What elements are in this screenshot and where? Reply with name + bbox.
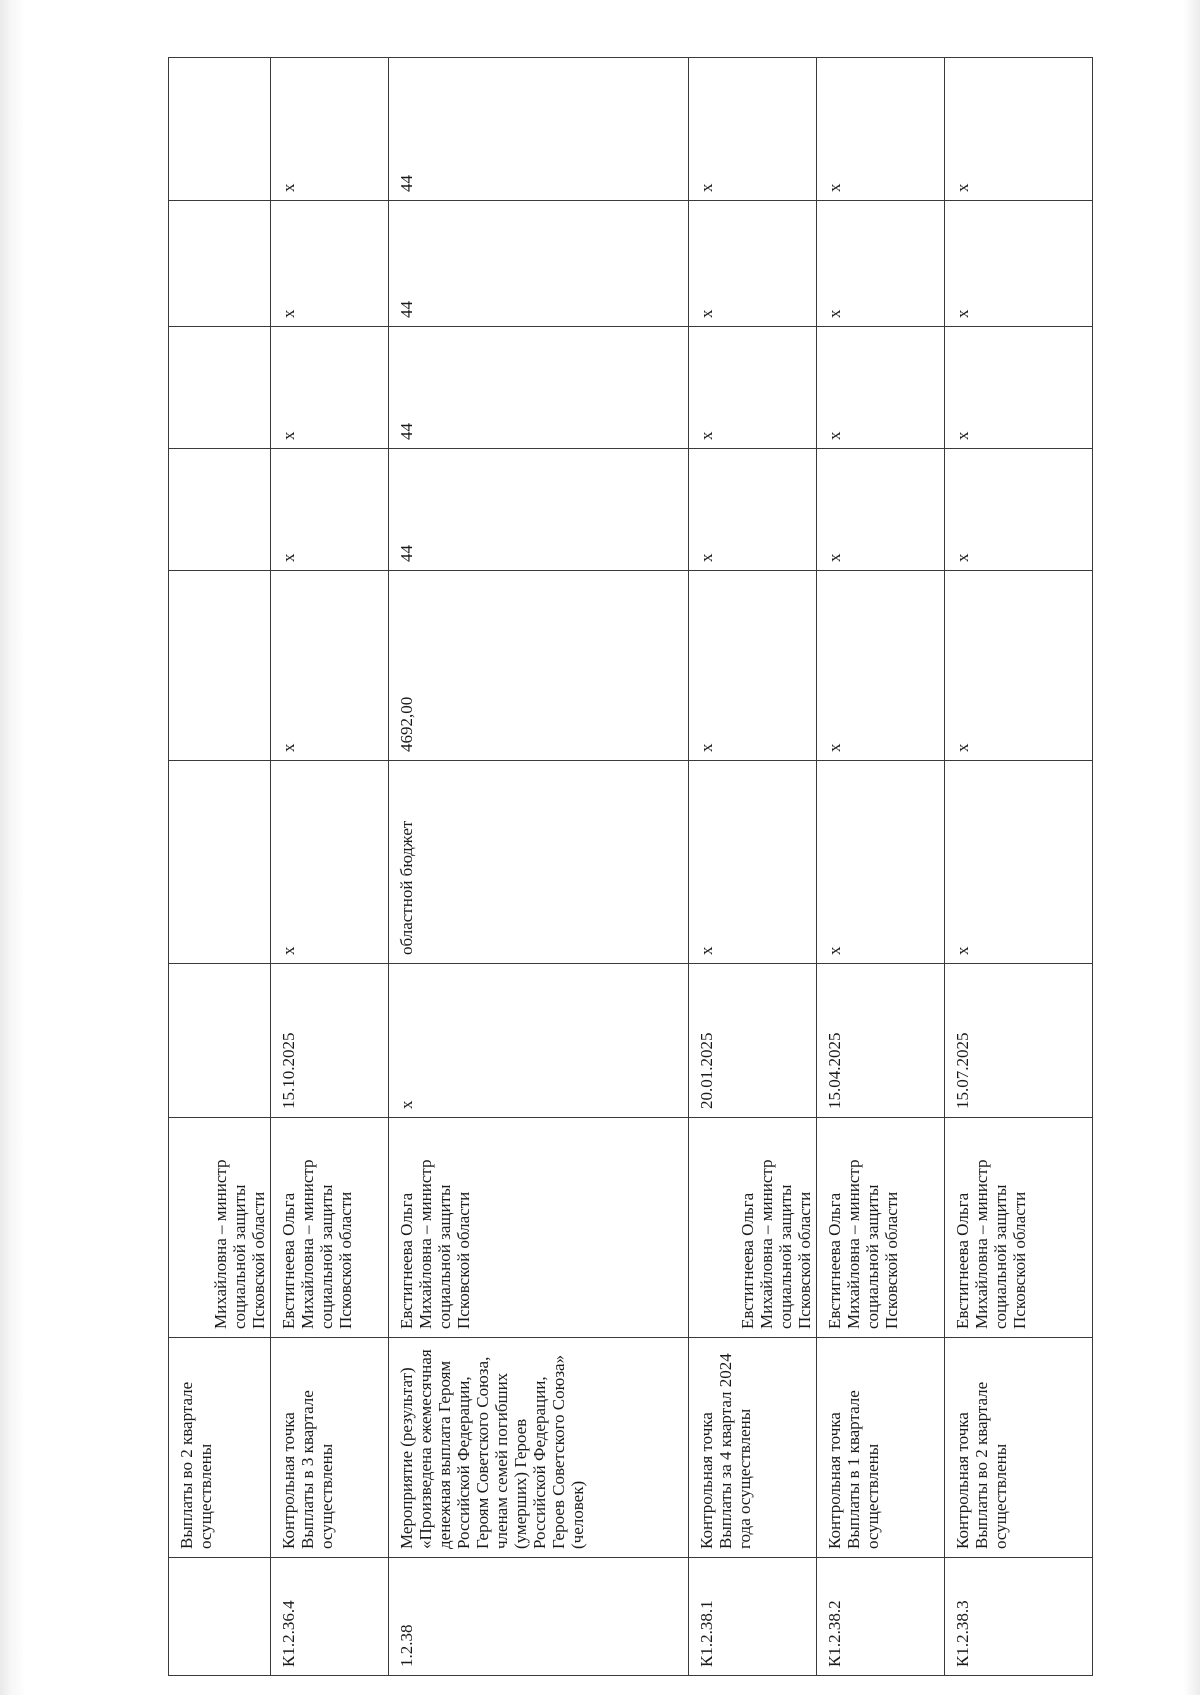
scan-edge-right — [1184, 0, 1200, 1695]
row-responsible: Евстигнеева Ольга Михайловна – министр социальной защиты Псковской области — [945, 1118, 1093, 1338]
row-value-3 — [169, 201, 271, 327]
row-value-2: x — [817, 327, 945, 449]
row-code: К1.2.36.4 — [271, 1558, 389, 1676]
row-value-1: x — [817, 449, 945, 571]
row-name: Контрольная точка Выплаты в 3 квартале осуществлены — [271, 1338, 389, 1558]
row-value-1 — [169, 449, 271, 571]
row-name: Контрольная точка Выплаты во 2 квартале осуществлены — [945, 1338, 1093, 1558]
row-amount: x — [271, 571, 389, 761]
row-source: x — [817, 761, 945, 964]
row-name: Контрольная точка Выплаты в 1 квартале осуществлены — [817, 1338, 945, 1558]
row-code — [169, 1558, 271, 1676]
row-name: Мероприятие (результат) «Произведена ежемесячная денежная выплата Героям Российской Федерации, Героям Советского Союза, членам семей погибших (умерших) Героев Российской Федерации, Героев Советского Союза» (человек) — [389, 1338, 689, 1558]
row-amount: x — [817, 571, 945, 761]
row-value-1: x — [271, 449, 389, 571]
row-value-2: x — [945, 327, 1093, 449]
row-responsible: Евстигнеева Ольга Михайловна – министр социальной защиты Псковской области — [389, 1118, 689, 1338]
row-code: К1.2.38.1 — [689, 1558, 817, 1676]
row-source: x — [271, 761, 389, 964]
table-row — [945, 58, 1093, 1676]
plan-table — [168, 57, 1093, 1676]
row-value-3: x — [689, 201, 817, 327]
row-source: областной бюджет — [389, 761, 689, 964]
row-value-4: x — [817, 58, 945, 201]
row-value-2 — [169, 327, 271, 449]
row-responsible: Евстигнеева Ольга Михайловна – министр социальной защиты Псковской области — [817, 1118, 945, 1338]
row-amount: 4692,00 — [389, 571, 689, 761]
row-code: К1.2.38.3 — [945, 1558, 1093, 1676]
row-value-1: x — [945, 449, 1093, 571]
row-name: Выплаты во 2 квартале осуществлены — [169, 1338, 271, 1558]
row-responsible: Евстигнеева Ольга Михайловна – министр социальной защиты Псковской области — [689, 1118, 817, 1338]
row-value-3: x — [945, 201, 1093, 327]
row-value-3: x — [271, 201, 389, 327]
row-name: Контрольная точка Выплаты за 4 квартал 2024 года осуществлены — [689, 1338, 817, 1558]
row-value-4: x — [689, 58, 817, 201]
row-date: 15.04.2025 — [817, 964, 945, 1118]
row-source — [169, 761, 271, 964]
row-date — [169, 964, 271, 1118]
row-code: К1.2.38.2 — [817, 1558, 945, 1676]
table-row — [817, 58, 945, 1676]
row-code: 1.2.38 — [389, 1558, 689, 1676]
table-row — [389, 58, 689, 1676]
row-value-2: 44 — [389, 327, 689, 449]
row-value-1: x — [689, 449, 817, 571]
table-row — [689, 58, 817, 1676]
table-row — [271, 58, 389, 1676]
scan-edge-left — [0, 0, 26, 1695]
row-value-2: x — [689, 327, 817, 449]
row-responsible: Евстигнеева Ольга Михайловна – министр социальной защиты Псковской области — [271, 1118, 389, 1338]
row-value-3: x — [817, 201, 945, 327]
row-amount — [169, 571, 271, 761]
row-source: x — [945, 761, 1093, 964]
row-amount: x — [689, 571, 817, 761]
row-value-4: x — [945, 58, 1093, 201]
row-source: x — [689, 761, 817, 964]
row-responsible: Михайловна – министр социальной защиты Псковской области — [169, 1118, 271, 1338]
row-value-2: x — [271, 327, 389, 449]
row-amount: x — [945, 571, 1093, 761]
row-value-3: 44 — [389, 201, 689, 327]
row-value-4: 44 — [389, 58, 689, 201]
row-value-1: 44 — [389, 449, 689, 571]
row-date: 15.07.2025 — [945, 964, 1093, 1118]
row-date: 15.10.2025 — [271, 964, 389, 1118]
table-row — [169, 58, 271, 1676]
row-date: x — [389, 964, 689, 1118]
row-value-4 — [169, 58, 271, 201]
row-value-4: x — [271, 58, 389, 201]
row-date: 20.01.2025 — [689, 964, 817, 1118]
rotated-table-container — [168, 58, 1092, 1676]
